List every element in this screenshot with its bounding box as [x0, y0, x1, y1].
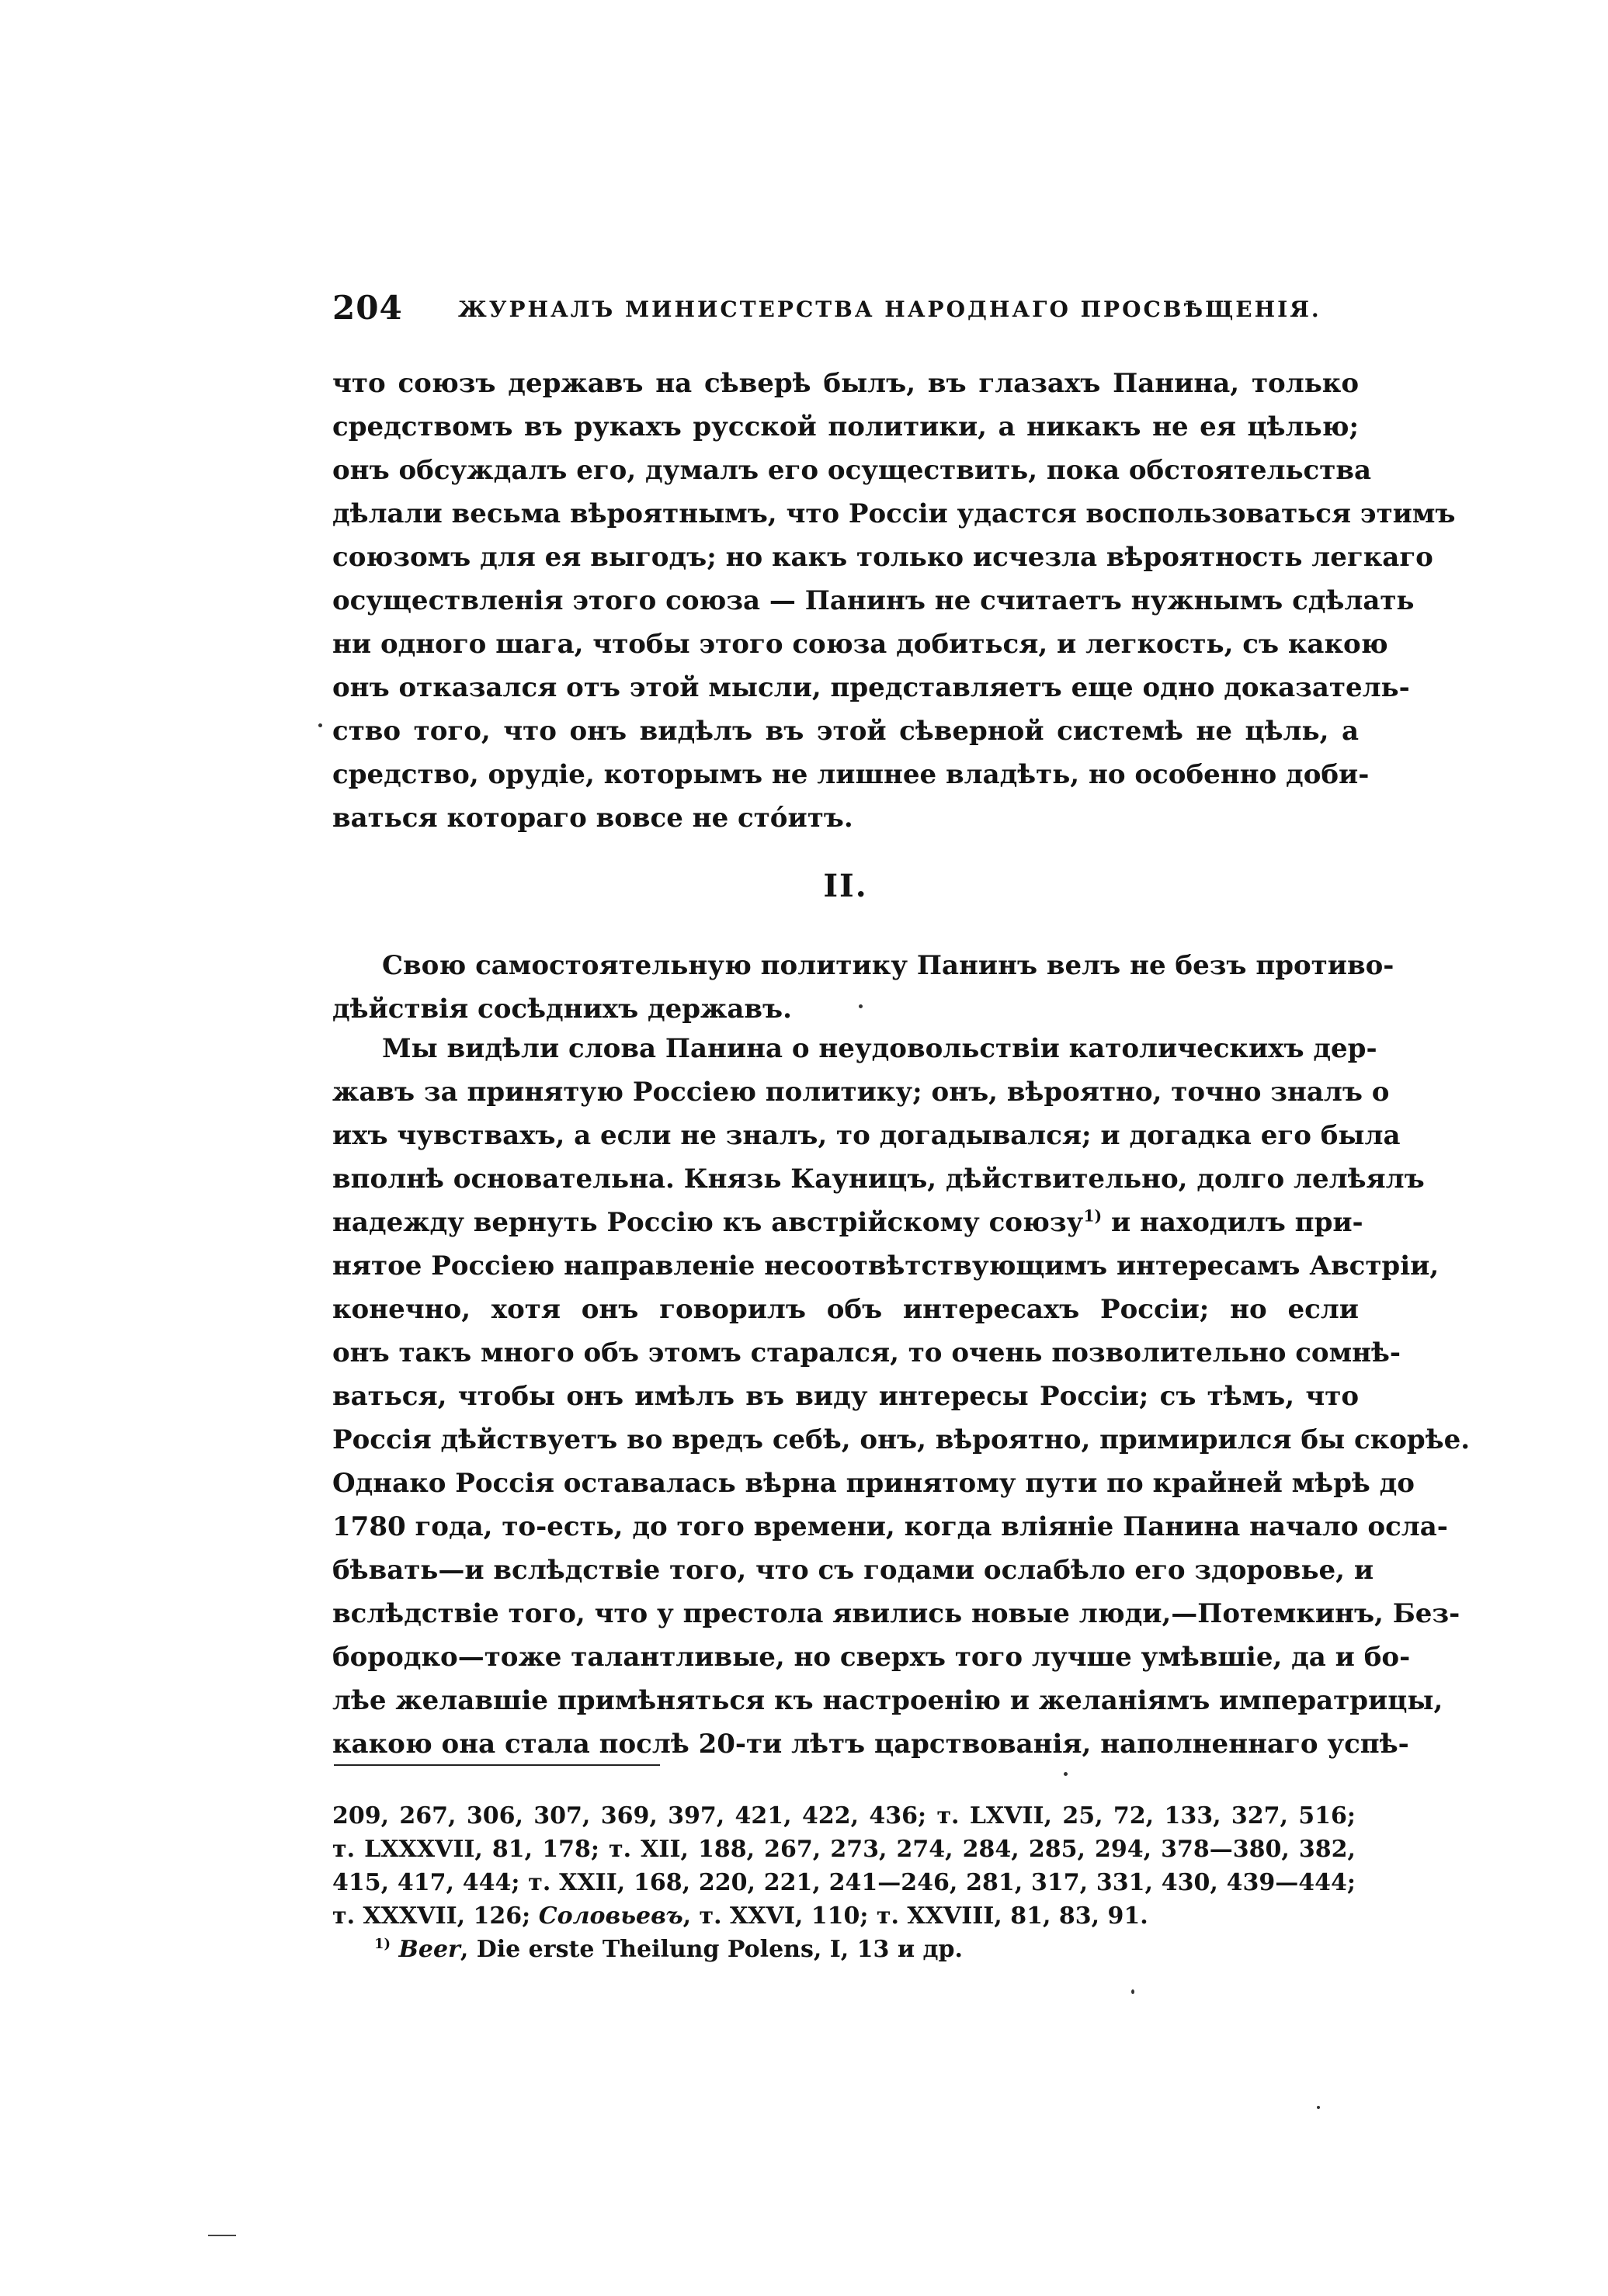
author-name: Соловьевъ	[538, 1902, 683, 1930]
paragraph-1	[332, 362, 1456, 840]
text-line: дѣйствія сосѣднихъ державъ.	[332, 994, 792, 1025]
text-line: Свою самостоятельную политику Панинъ велъ не безъ противо-	[382, 950, 1394, 981]
text-line: Однако Россія оставалась вѣрна принятому пути по крайней мѣрѣ до	[332, 1468, 1415, 1499]
print-speck	[1064, 1772, 1068, 1776]
paragraph-3	[332, 1027, 1471, 1766]
scan-mark	[208, 2235, 236, 2236]
text-line: бородко—тоже талантливые, но сверхъ того лучше умѣвшіе, да и бо-	[332, 1642, 1411, 1673]
text-line: онъ обсуждалъ его, думалъ его осуществить, пока обстоятельства	[332, 455, 1371, 486]
text-line: Мы видѣли слова Панина о неудовольствіи католическихъ дер-	[382, 1033, 1377, 1064]
footnote-1	[332, 1933, 1356, 1966]
text-fragment: , т. XXVI, 110; т. XXVIII, 81, 83, 91.	[682, 1902, 1148, 1930]
text-line: бѣвать—и вслѣдствіе того, что съ годами ослабѣло его здоровье, и	[332, 1555, 1374, 1586]
page-header	[332, 289, 1357, 332]
author-name: Beer	[398, 1936, 460, 1963]
footnote-line	[332, 1899, 1356, 1933]
text-line: союзомъ для ея выгодъ; но какъ только исчезла вѣроятность легкаго	[332, 542, 1433, 573]
text-fragment: надежду вернуть Россію къ австрійскому союзу	[332, 1207, 1084, 1238]
footnote-line: 209, 267, 306, 307, 369, 397, 421, 422, 436; т. LXVII, 25, 72, 133, 327, 516;	[332, 1802, 1356, 1830]
text-line: лѣе желавшіе примѣняться къ настроенію и желаніямъ императрицы,	[332, 1685, 1443, 1716]
footnote-divider	[334, 1764, 660, 1766]
text-line: вполнѣ основательна. Князь Кауницъ, дѣйствительно, долго лелѣялъ	[332, 1164, 1425, 1195]
text-line: 1780 года, то-есть, до того времени, когда вліяніе Панина начало осла-	[332, 1511, 1448, 1542]
text-line: дѣлали весьма вѣроятнымъ, что Россіи удастся воспользоваться этимъ	[332, 498, 1456, 529]
page-number: 204	[332, 289, 403, 327]
paragraph-2	[332, 944, 1394, 1031]
text-fragment: и находилъ при-	[1102, 1207, 1363, 1238]
text-line: какою она стала послѣ 20-ти лѣтъ царствованія, наполненнаго успѣ-	[332, 1729, 1409, 1760]
section-number: II.	[823, 868, 868, 904]
text-line: ство того, что онъ видѣлъ въ этой сѣверной системѣ не цѣль, а	[332, 716, 1359, 747]
footnote-marker: 1)	[1083, 1206, 1103, 1226]
text-fragment: т. XXXVII, 126;	[332, 1902, 539, 1930]
text-line: ни одного шага, чтобы этого союза добиться, и легкость, съ какою	[332, 629, 1388, 660]
footnote-marker: 1)	[374, 1936, 391, 1952]
text-line: вслѣдствіе того, что у престола явились новые люди,—Потемкинъ, Без-	[332, 1598, 1460, 1629]
running-title: ЖУРНАЛЪ МИНИСТЕРСТВА НАРОДНАГО ПРОСВѢЩЕНІЯ.	[458, 297, 1321, 322]
text-line: средство, орудіе, которымъ не лишнее владѣть, но особенно доби-	[332, 759, 1370, 790]
footnote-line: 415, 417, 444; т. XXII, 168, 220, 221, 241—246, 281, 317, 331, 430, 439—444;	[332, 1869, 1356, 1896]
text-line: онъ отказался отъ этой мысли, представляетъ еще одно доказатель-	[332, 672, 1410, 703]
text-line: нятое Россіею направленіе несоотвѣтствующимъ интересамъ Австріи,	[332, 1250, 1440, 1282]
print-speck	[1317, 2106, 1320, 2109]
text-line: что союзъ державъ на сѣверѣ былъ, въ глазахъ Панина, только	[332, 368, 1359, 399]
print-speck	[859, 1004, 863, 1008]
text-line: ваться котораго вовсе не стóитъ.	[332, 803, 853, 834]
text-line: ваться, чтобы онъ имѣлъ въ виду интересы Россіи; съ тѣмъ, что	[332, 1381, 1359, 1412]
text-line: Россія дѣйствуетъ во вредъ себѣ, онъ, вѣроятно, примирился бы скорѣе.	[332, 1424, 1471, 1455]
text-line: конечно, хотя онъ говорилъ объ интересахъ Россіи; но если	[332, 1294, 1359, 1325]
print-speck	[318, 723, 322, 727]
print-speck	[1131, 1989, 1134, 1994]
text-line: онъ такъ много объ этомъ старался, то очень позволительно сомнѣ-	[332, 1337, 1401, 1368]
text-line: ихъ чувствахъ, а если не зналъ, то догадывался; и догадка его была	[332, 1120, 1401, 1151]
footnotes	[332, 1799, 1356, 1966]
text-line: жавъ за принятую Россіею политику; онъ, вѣроятно, точно зналъ о	[332, 1077, 1390, 1108]
text-line-with-footnote	[332, 1201, 1363, 1244]
text-fragment: , Die erste Theilung Polens, I, 13 и др.	[460, 1936, 963, 1963]
text-line: осуществленія этого союза — Панинъ не считаетъ нужнымъ сдѣлать	[332, 585, 1415, 616]
footnote-line: т. LXXXVII, 81, 178; т. XII, 188, 267, 273, 274, 284, 285, 294, 378—380, 382,	[332, 1836, 1356, 1863]
text-line: средствомъ въ рукахъ русской политики, а никакъ не ея цѣлью;	[332, 411, 1359, 442]
